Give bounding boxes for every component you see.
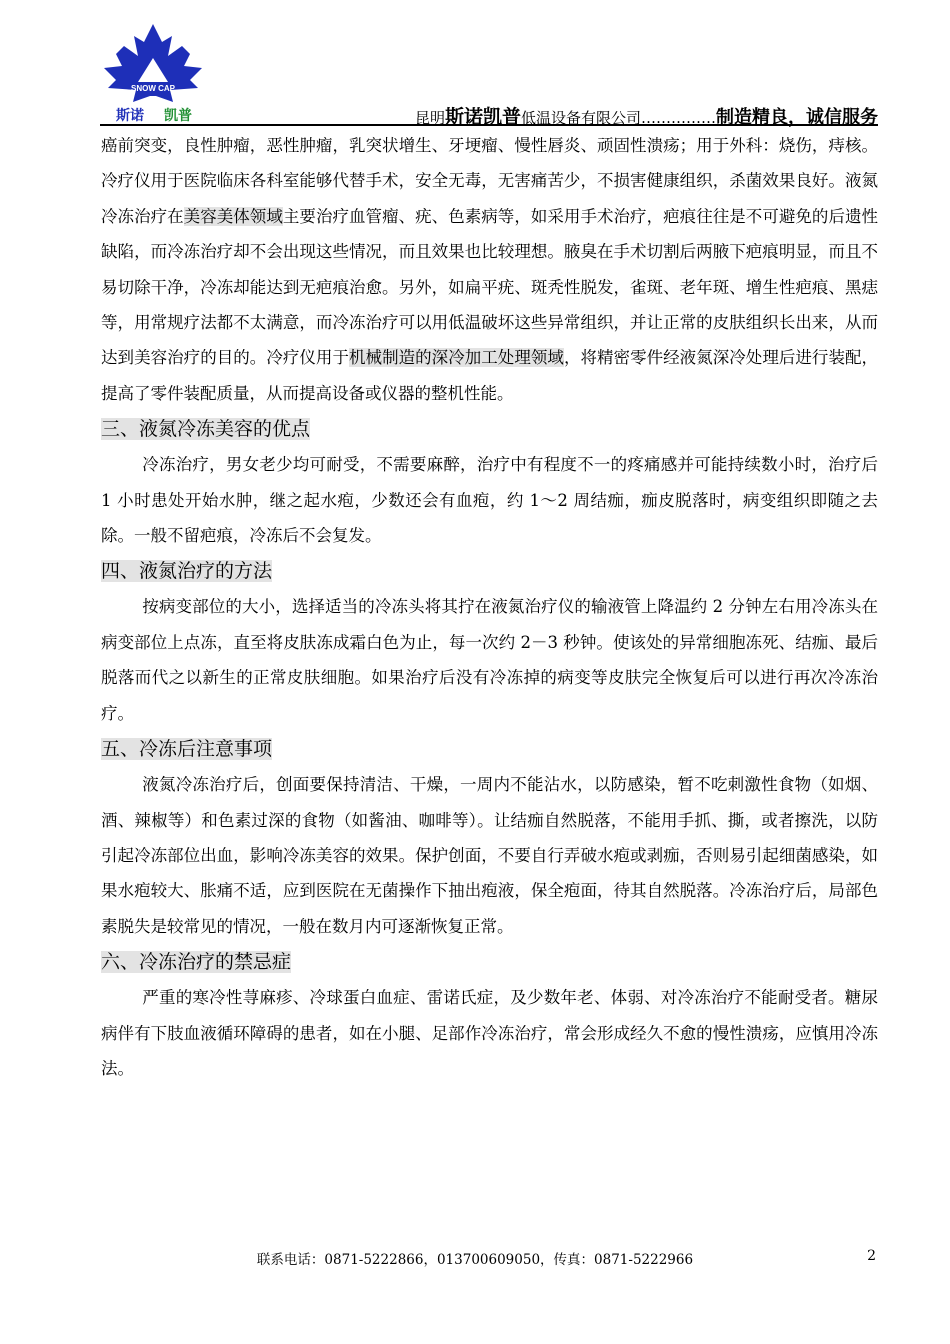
document-body	[101, 128, 878, 1086]
logo-cn-left: 斯诺	[116, 108, 144, 124]
header-divider	[100, 124, 878, 126]
highlight-beauty-field: 美容美体领域	[183, 206, 283, 226]
section-heading-method: 四、液氮治疗的方法	[101, 560, 273, 583]
paragraph-intro-part1: 癌前突变，良性肿瘤，恶性肿瘤，乳突状增生、牙埂瘤、慢性唇炎、顽固性溃疡；用于外科：烧伤，痔核。冷疗仪用于医院临床各科室能够代替手术，安全无毒，无害痛苦少，不损害健康组织，杀菌效果良好。液氮冷冻治疗在	[101, 136, 878, 226]
header-dots: ……………	[641, 109, 716, 127]
section-text-aftercare: 液氮冷冻治疗后，创面要保持清洁、干燥，一周内不能沾水，以防感染，暂不吃刺激性食物（如烟、酒、辣椒等）和色素过深的食物（如酱油、咖啡等）。让结痂自然脱落，不能用手抓、撕，或者擦洗，以防引起冷冻部位出血，影响冷冻美容的效果。保护创面，不要自行弄破水疱或剥痂，否则易引起细菌感染，如果水疱较大、胀痛不适，应到医院在无菌操作下抽出疱液，保全疱面，待其自然脱落。冷冻治疗后，局部色素脱失是较常见的情况，一般在数月内可逐渐恢复正常。	[101, 775, 878, 936]
page-number: 2	[867, 1248, 876, 1264]
maple-leaf-logo-icon	[98, 22, 208, 126]
header-company: 低温设备有限公司	[520, 109, 641, 127]
paragraph-intro-part2: 主要治疗血管瘤、疣、色素病等，如采用手术治疗，疤痕往往是不可避免的后遗性缺陷，而冷冻治疗却不会出现这些情况，而且效果也比较理想。腋臭在手术切割后两腋下疤痕明显，而且不易切除干净，冷冻却能达到无疤痕治愈。另外，如扁平疣、斑秃性脱发，雀斑、老年斑、增生性疤痕、黑痣等，用常规疗法都不太满意，而冷冻治疗可以用低温破坏这些异常组织，并让正常的皮肤组织长出来，从而达到美容治疗的目的。冷疗仪用于	[101, 206, 879, 368]
header-slogan: 制造精良，诚信服务	[716, 107, 878, 128]
paragraph-intro	[101, 128, 878, 411]
section-text-advantages: 冷冻治疗，男女老少均可耐受，不需要麻醉，治疗中有程度不一的疼痛感并可能持续数小时，治疗后 1 小时患处开始水肿，继之起水疱，少数还会有血疱，约 1～2 周结痂，痂皮脱落时，病变组织即随之去除。一般不留疤痕，冷冻后不会复发。	[101, 455, 878, 546]
section-text-method: 按病变部位的大小，选择适当的冷冻头将其拧在液氮治疗仪的输液管上降温约 2 分钟左右用冷冻头在病变部位上点冻，直至将皮肤冻成霜白色为止，每一次约 2－3 秒钟。使该处的异常细胞冻死、结痂、最后脱落而代之以新生的正常皮肤细胞。如果治疗后没有冷冻掉的病变等皮肤完全恢复后可以进行再次冷冻治疗。	[101, 597, 878, 723]
section-heading-advantages: 三、液氮冷冻美容的优点	[101, 418, 311, 441]
company-logo	[98, 22, 208, 126]
section-heading-contraindications: 六、冷冻治疗的禁忌症	[101, 951, 292, 974]
highlight-machining-field: 机械制造的深冷加工处理领域	[349, 348, 564, 368]
header-brand: 斯诺凯普	[444, 106, 521, 128]
section-text-contraindications: 严重的寒冷性荨麻疹、冷球蛋白血症、雷诺氏症，及少数年老、体弱、对冷冻治疗不能耐受者。糖尿病伴有下肢血液循环障碍的患者，如在小腿、足部作冷冻治疗，常会形成经久不愈的慢性溃疡，应慎用冷冻法。	[101, 988, 878, 1078]
paragraph-intro-part3: ，将精密零件经液氮深冷处理后进行装配，提高了零件装配质量，从而提高设备或仪器的整机性能。	[101, 348, 879, 403]
logo-english-text: SNOW CAP	[131, 84, 175, 93]
footer-contact: 联系电话：0871-5222866，013700609050，传真：0871-5222966	[256, 1252, 694, 1268]
section-heading-aftercare: 五、冷冻后注意事项	[101, 738, 273, 761]
header-city: 昆明	[414, 109, 445, 127]
logo-cn-right: 凯普	[164, 108, 192, 124]
